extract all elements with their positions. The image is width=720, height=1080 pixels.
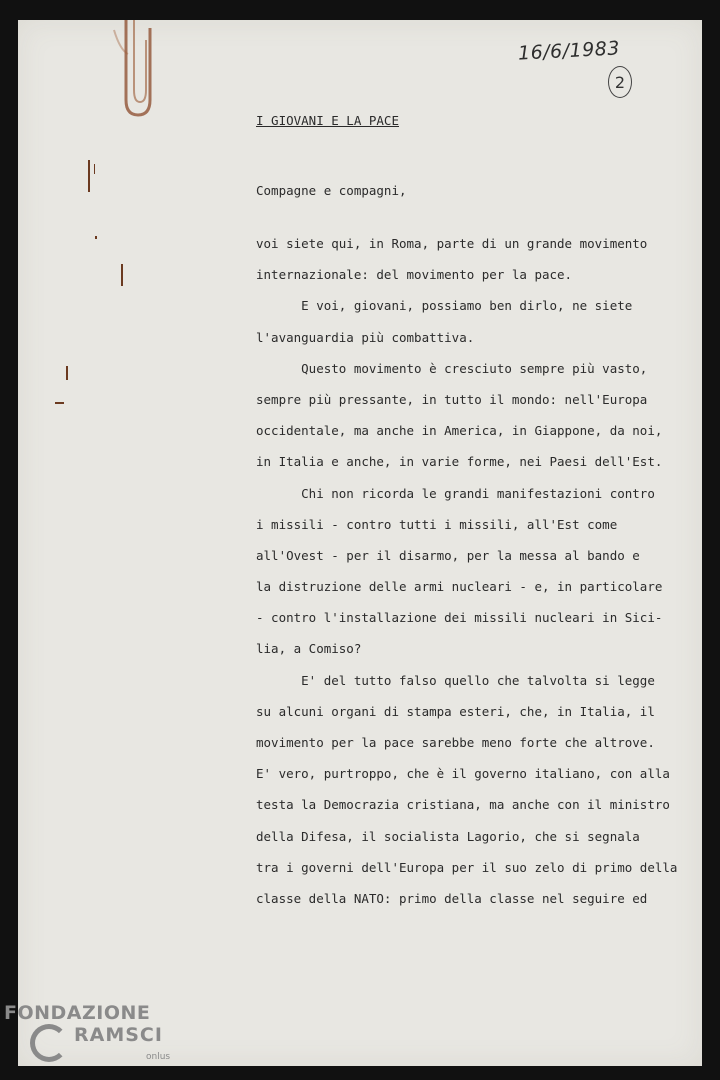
text-line: movimento per la pace sarebbe meno forte che altrove. <box>256 735 655 750</box>
margin-mark <box>88 160 90 192</box>
margin-mark <box>94 164 95 174</box>
text-line: l'avanguardia più combattiva. <box>256 329 475 345</box>
text-line: E' del tutto falso quello che talvolta si legge <box>256 672 655 688</box>
text-line: all'Ovest - per il disarmo, per la messa al bando e <box>256 547 640 563</box>
handwritten-page-number: 2 <box>608 66 632 98</box>
text-line: internazionale: del movimento per la pace. <box>256 267 573 283</box>
watermark-line-3: onlus <box>146 1052 171 1062</box>
text-line: la distruzione delle armi nucleari - e, in particolare <box>256 579 663 595</box>
text-line: lia, a Comiso? <box>256 641 362 657</box>
text-line: della Difesa, il socialista Lagorio, che si segnala <box>256 828 640 844</box>
text-line: - contro l'installazione dei missili nucleari in Sici- <box>256 610 663 626</box>
margin-mark <box>55 402 64 404</box>
handwritten-date: 16/6/1983 <box>517 37 621 65</box>
text-line: E voi, giovani, possiamo ben dirlo, ne siete <box>256 298 633 314</box>
watermark-line-2: RAMSCI <box>74 1024 163 1046</box>
document-page <box>18 20 702 1066</box>
text-line: occidentale, ma anche in America, in Giappone, da noi, <box>256 423 663 439</box>
greeting: Compagne e compagni, <box>256 183 407 198</box>
watermark-line-1: FONDAZIONE <box>4 1002 151 1024</box>
margin-mark <box>121 264 123 286</box>
text-line: testa la Democrazia cristiana, ma anche con il ministro <box>256 797 670 813</box>
text-line: classe della NATO: primo della classe nel seguire ed <box>256 890 648 906</box>
text-line: Chi non ricorda le grandi manifestazioni contro <box>256 485 655 501</box>
text-line: Questo movimento è cresciuto sempre più vasto, <box>256 360 648 376</box>
body-text <box>256 238 696 924</box>
text-line: in Italia e anche, in varie forme, nei Paesi dell'Est. <box>256 454 663 470</box>
margin-mark <box>95 236 97 239</box>
text-line: su alcuni organi di stampa esteri, che, in Italia, il <box>256 703 655 719</box>
text-line: tra i governi dell'Europa per il suo zelo di primo della <box>256 859 678 875</box>
text-line: voi siete qui, in Roma, parte di un grande movimento <box>256 236 648 251</box>
watermark-g-glyph <box>30 1024 68 1062</box>
paperclip-rust-stain <box>106 20 166 130</box>
text-line: E' vero, purtroppo, che è il governo italiano, con alla <box>256 766 670 782</box>
text-line: i missili - contro tutti i missili, all'Est come <box>256 516 618 532</box>
text-line: sempre più pressante, in tutto il mondo: nell'Europa <box>256 391 648 407</box>
fondazione-gramsci-watermark <box>4 1002 184 1072</box>
document-title: I GIOVANI E LA PACE <box>256 113 399 128</box>
margin-mark <box>66 366 68 380</box>
